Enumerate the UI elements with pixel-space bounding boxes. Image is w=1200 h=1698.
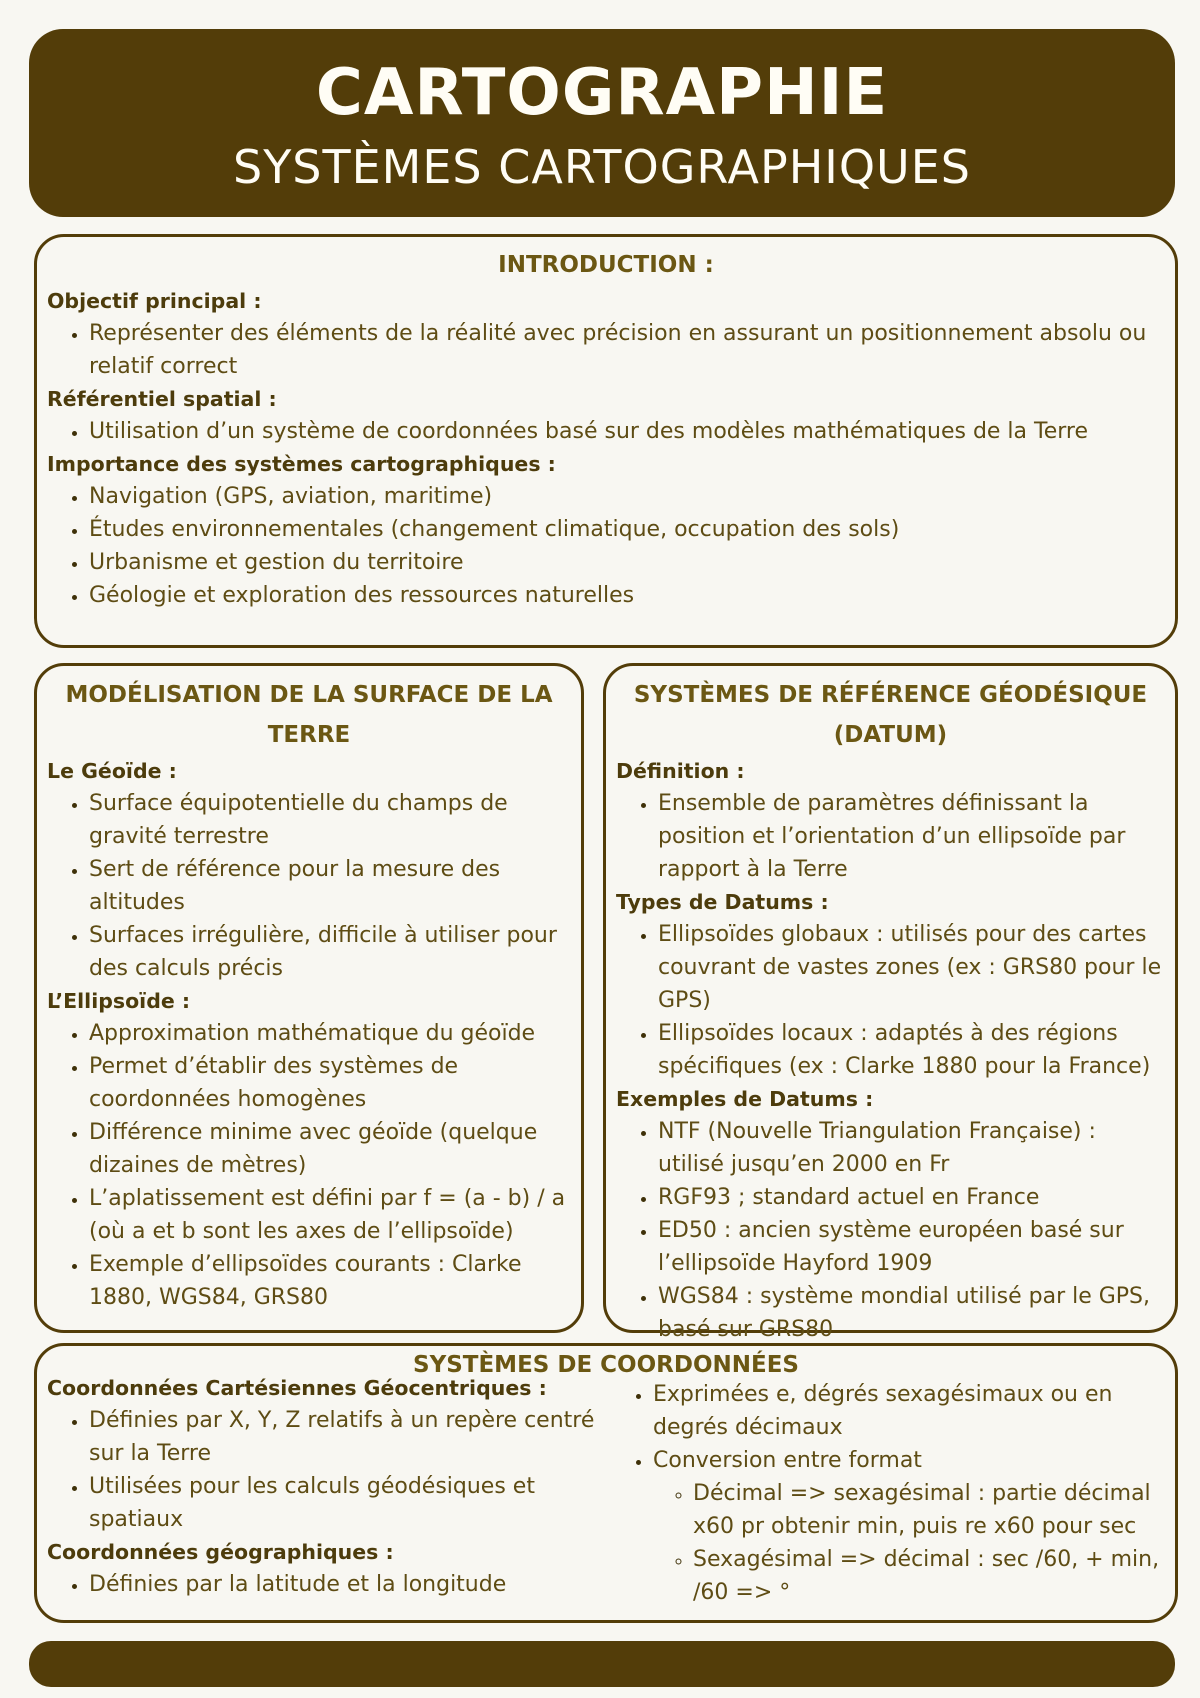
modelisation-section xyxy=(34,663,584,1333)
page-title: CARTOGRAPHIE xyxy=(315,56,889,130)
intro-heading: INTRODUCTION : xyxy=(498,252,714,278)
cartesiennes-label: Coordonnées Cartésiennes Géocentriques : xyxy=(47,1376,547,1400)
list-item: ◦ Sexagésimal => décimal : sec /60, + min, /60 => ° xyxy=(693,1543,1172,1609)
footer-bar xyxy=(29,1641,1175,1687)
list-item: • Conversion entre format xyxy=(653,1444,1172,1477)
list-item: • Ensemble de paramètres définissant la position et l’orientation d’un ellipsoïde par rapport à la Terre xyxy=(658,787,1165,886)
list-item: • Surface équipotentielle du champs de gravité terrestre xyxy=(89,787,571,853)
list-item: • Urbanisme et gestion du territoire xyxy=(89,546,1165,579)
list-item: • ED50 : ancien système européen basé sur l’ellipsoïde Hayford 1909 xyxy=(658,1214,1165,1280)
list-item: • Exemple d’ellipsoïdes courants : Clarke 1880, WGS84, GRS80 xyxy=(89,1248,571,1314)
list-item: • Représenter des éléments de la réalité avec précision en assurant un positionnement absolu ou relatif correct xyxy=(89,317,1165,383)
list-item: • Sert de référence pour la mesure des altitudes xyxy=(89,853,571,919)
header-banner xyxy=(29,29,1175,217)
list-item: ◦ Décimal => sexagésimal : partie décimal x60 pr obtenir min, puis re x60 pour sec xyxy=(693,1477,1172,1543)
list-item: • Surfaces irrégulière, difficile à utiliser pour des calculs précis xyxy=(89,919,571,985)
exemples-label: Exemples de Datums : xyxy=(616,1087,874,1111)
datum-heading: SYSTÈMES DE RÉFÉRENCE GÉODÉSIQUE (DATUM) xyxy=(633,682,1148,748)
list-item: • Ellipsoïdes globaux : utilisés pour des cartes couvrant de vastes zones (ex : GRS80 pour le GPS) xyxy=(658,918,1165,1017)
intro-section xyxy=(34,234,1178,648)
list-item: • WGS84 : système mondial utilisé par le GPS, basé sur GRS80 xyxy=(658,1280,1165,1346)
list-item: • Géologie et exploration des ressources naturelles xyxy=(89,579,1165,612)
coordonnees-section xyxy=(34,1343,1178,1623)
list-item: • Utilisation d’un système de coordonnées basé sur des modèles mathématiques de la Terre xyxy=(89,415,1165,448)
list-item: • Différence minime avec géoïde (quelque dizaines de mètres) xyxy=(89,1116,571,1182)
list-item: • Navigation (GPS, aviation, maritime) xyxy=(89,480,1165,513)
list-item: • Exprimées e, dégrés sexagésimaux ou en degrés décimaux xyxy=(653,1378,1172,1444)
importance-label: Importance des systèmes cartographiques : xyxy=(47,452,556,476)
datum-section xyxy=(603,663,1178,1342)
list-item: • Approximation mathématique du géoïde xyxy=(89,1017,571,1050)
geoide-label: Le Géoïde : xyxy=(47,759,177,783)
list-item: • RGF93 ; standard actuel en France xyxy=(658,1181,1165,1214)
list-item: • Définies par la latitude et la longitude xyxy=(89,1568,607,1601)
list-item: • Définies par X, Y, Z relatifs à un repère centré sur la Terre xyxy=(89,1404,607,1470)
list-item: • Ellipsoïdes locaux : adaptés à des régions spécifiques (ex : Clarke 1880 pour la France) xyxy=(658,1017,1165,1083)
objectif-label: Objectif principal : xyxy=(47,289,262,313)
list-item: • Permet d’établir des systèmes de coordonnées homogènes xyxy=(89,1050,571,1116)
types-label: Types de Datums : xyxy=(616,890,829,914)
list-item: • Utilisées pour les calculs géodésiques et spatiaux xyxy=(89,1470,607,1536)
modelisation-heading: MODÉLISATION DE LA SURFACE DE LA TERRE xyxy=(65,682,553,748)
definition-label: Définition : xyxy=(616,759,745,783)
list-item: • NTF (Nouvelle Triangulation Française) : utilisé jusqu’en 2000 en Fr xyxy=(658,1115,1165,1181)
page-subtitle: SYSTÈMES CARTOGRAPHIQUES xyxy=(233,140,971,194)
coordonnees-heading: SYSTÈMES DE COORDONNÉES xyxy=(413,1352,799,1378)
list-item: • Études environnementales (changement climatique, occupation des sols) xyxy=(89,513,1165,546)
referentiel-label: Référentiel spatial : xyxy=(47,387,277,411)
geographiques-label: Coordonnées géographiques : xyxy=(47,1540,394,1564)
ellipsoide-label: L’Ellipsoïde : xyxy=(47,989,191,1013)
list-item: • L’aplatissement est défini par f = (a - b) / a (où a et b sont les axes de l’ellipsoïde) xyxy=(89,1182,571,1248)
